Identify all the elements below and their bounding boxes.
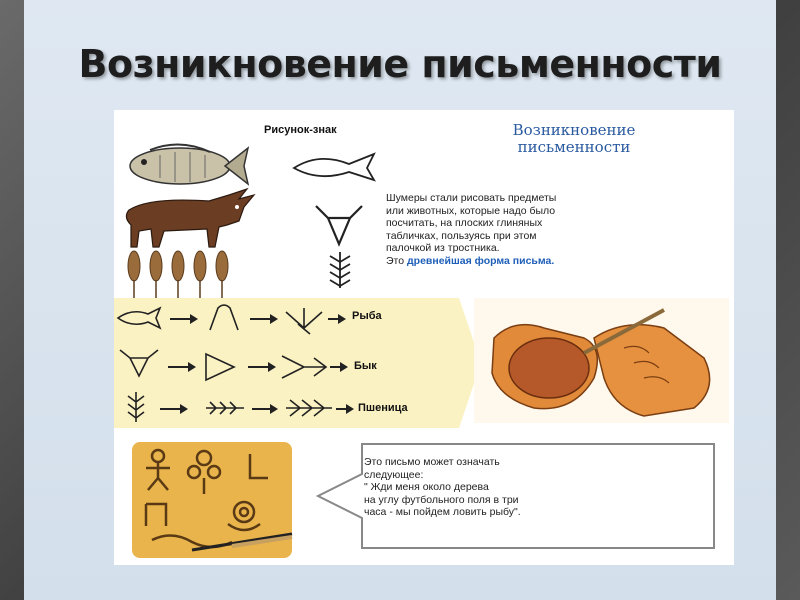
description-line: или животных, которые надо было [386,204,556,217]
hands-picture [474,298,729,423]
tablet-symbols [132,442,292,558]
description [386,192,716,267]
description-line: посчитать, на плоских глиняных [386,217,543,229]
word-bull: Бык [354,360,377,372]
wheat-picture [122,250,232,300]
bubble-line: " Жди меня около дерева [364,481,489,493]
bull-picture [119,185,269,250]
subtitle-line-2: письменности [517,138,631,156]
word-wheat: Пшеница [358,402,408,414]
word-fish: Рыба [352,310,382,322]
slide [24,0,776,600]
description-last-line [386,255,716,268]
subtitle-line-1: Возникновение [512,121,636,139]
bubble-line: следующее: [364,468,424,481]
wheat-sign [326,250,354,290]
subtitle [444,122,704,156]
illustration-panel [114,110,734,565]
sign-label: Рисунок-знак [264,124,337,136]
bubble-line: часа - мы пойдем ловить рыбу". [364,506,521,518]
description-prefix: Это [386,254,407,267]
slide-title: Возникновение письменности [78,42,722,86]
bubble-line: на углу футбольного поля в три [364,493,519,506]
description-line: табличках, пользуясь при этом [386,229,537,242]
bubble-line: Это письмо может означать [364,456,500,468]
bull-sign [314,202,364,248]
description-line: Шумеры стали рисовать предметы [386,192,557,204]
bubble-text [364,456,694,519]
description-highlight: древнейшая форма письма. [407,254,555,267]
fish-sign [289,152,379,182]
description-line: палочкой из тростника. [386,242,500,254]
fish-picture [120,140,250,190]
